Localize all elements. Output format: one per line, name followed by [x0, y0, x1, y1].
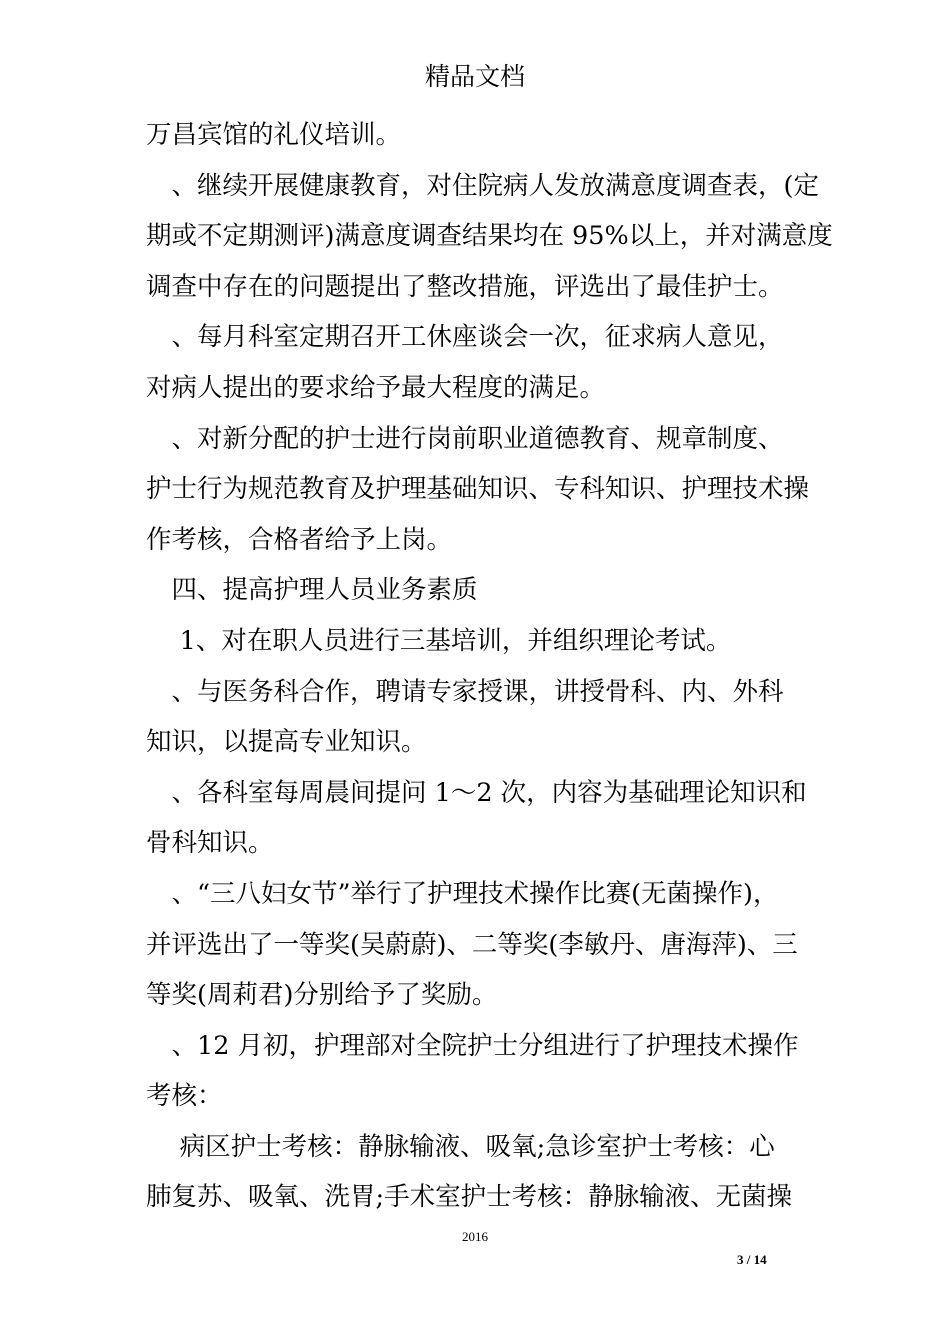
body-line: 病区护士考核：静脉输液、吸氧;急诊室护士考核：心	[146, 1131, 775, 1162]
body-line: 调查中存在的问题提出了整改措施，评选出了最佳护士。	[146, 271, 784, 302]
body-line: 1、对在职人员进行三基培训，并组织理论考试。	[146, 625, 732, 656]
body-line: 期或不定期测评)满意度调查结果均在 95%以上，并对满意度	[146, 221, 833, 252]
body-line: 肺复苏、吸氧、洗胃;手术室护士考核：静脉输液、无菌操	[146, 1182, 793, 1213]
body-line: 骨科知识。	[146, 828, 274, 859]
body-line: 、每月科室定期召开工休座谈会一次，征求病人意见，	[146, 322, 784, 353]
body-line: 作考核，合格者给予上岗。	[146, 524, 453, 555]
body-line: 知识，以提高专业知识。	[146, 727, 427, 758]
page-number: 3 / 14	[737, 1252, 767, 1267]
body-line: 、与医务科合作，聘请专家授课，讲授骨科、内、外科	[146, 676, 784, 707]
body-line: 万昌宾馆的礼仪培训。	[146, 120, 402, 150]
footer-year: 2016	[462, 1229, 488, 1244]
body-line: 、对新分配的护士进行岗前职业道德教育、规章制度、	[146, 423, 784, 454]
section-heading: 四、提高护理人员业务素质	[146, 575, 478, 606]
body-line: 护士行为规范教育及护理基础知识、专科知识、护理技术操	[146, 474, 810, 505]
body-line: 考核：	[146, 1081, 223, 1112]
document-body	[146, 110, 833, 1223]
body-line: 、12 月初，护理部对全院护士分组进行了护理技术操作	[146, 1030, 799, 1061]
body-line: 、“三八妇女节”举行了护理技术操作比赛(无菌操作)，	[146, 878, 779, 909]
page-header-title: 精品文档	[424, 62, 525, 91]
body-line: 对病人提出的要求给予最大程度的满足。	[146, 372, 606, 403]
body-line: 等奖(周莉君)分别给予了奖励。	[146, 980, 498, 1011]
body-line: 并评选出了一等奖(吴蔚蔚)、二等奖(李敏丹、唐海萍)、三	[146, 929, 798, 960]
body-line: 、各科室每周晨间提问 1～2 次，内容为基础理论知识和	[146, 777, 807, 808]
body-line: 、继续开展健康教育，对住院病人发放满意度调查表，(定	[146, 170, 819, 201]
